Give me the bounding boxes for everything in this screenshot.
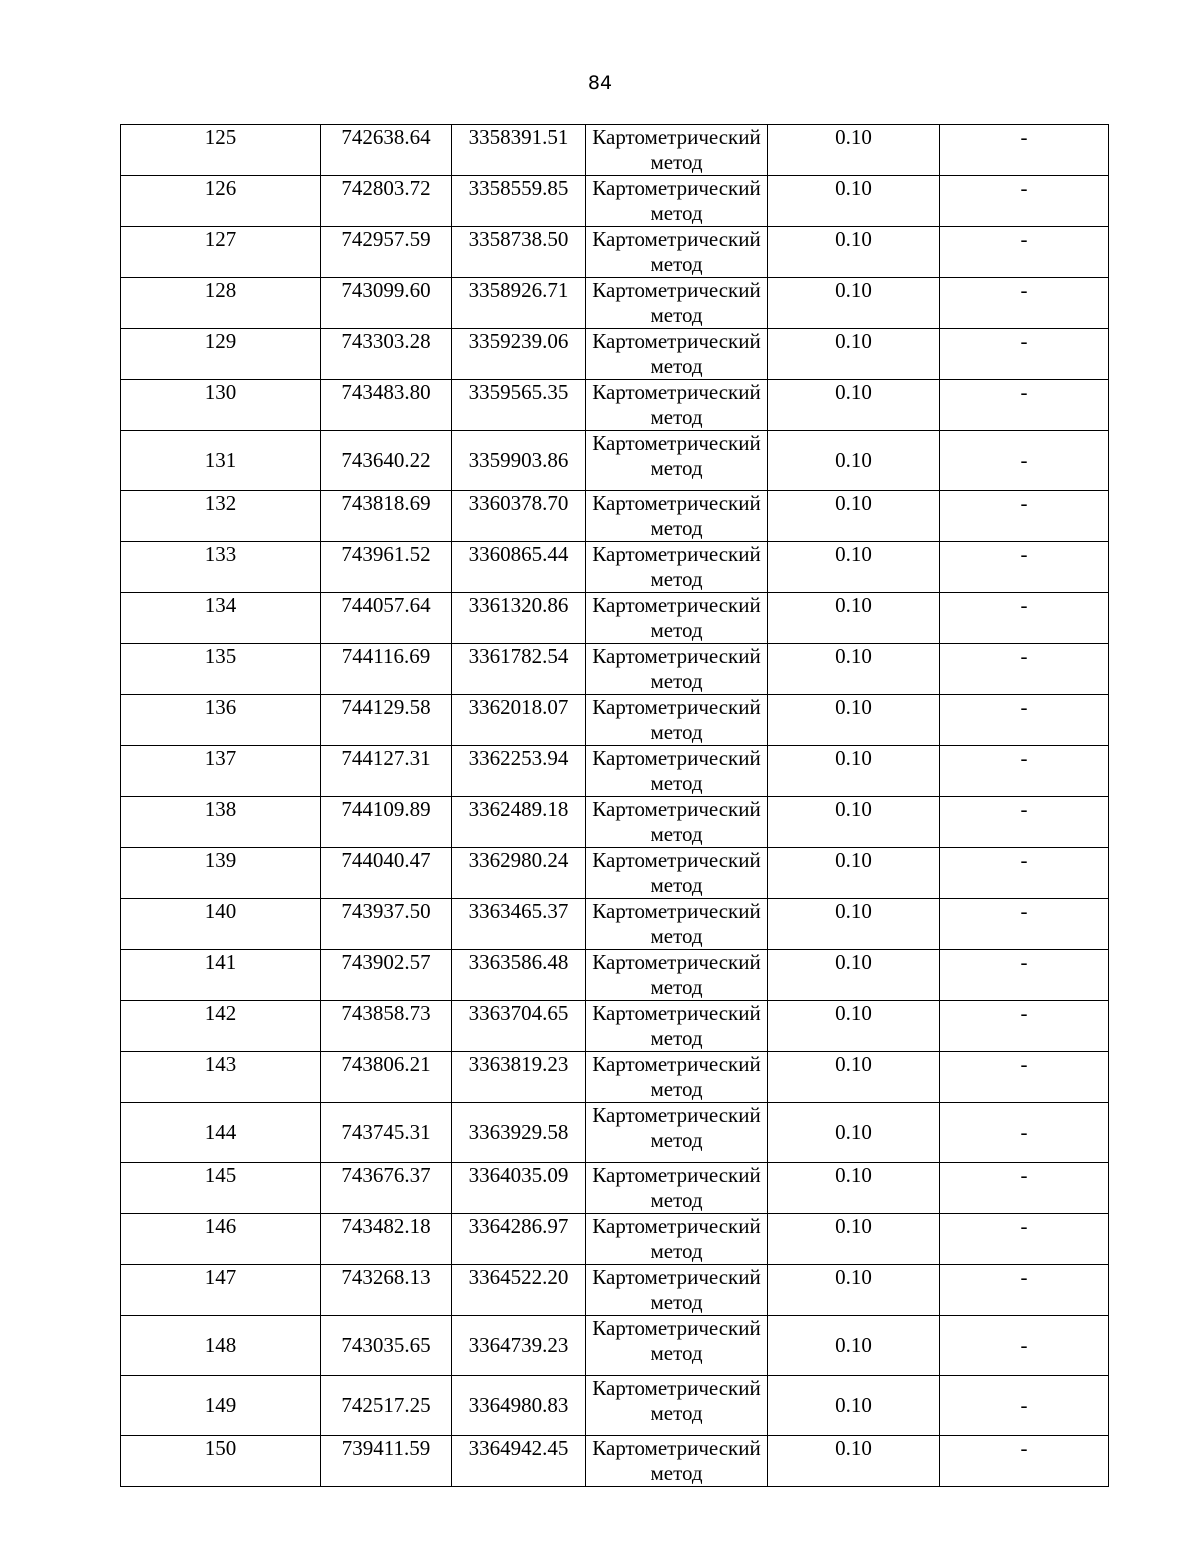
table-row bbox=[121, 176, 1109, 227]
accuracy-cell: 0.10 bbox=[768, 431, 940, 491]
table-row bbox=[121, 1265, 1109, 1316]
method-cell: Картометрический метод bbox=[586, 380, 768, 431]
table-row bbox=[121, 593, 1109, 644]
method-cell: Картометрический метод bbox=[586, 1052, 768, 1103]
y-coordinate-cell: 3364980.83 bbox=[452, 1376, 586, 1436]
table-row bbox=[121, 227, 1109, 278]
y-coordinate-cell: 3364522.20 bbox=[452, 1265, 586, 1316]
x-coordinate-cell: 742803.72 bbox=[321, 176, 452, 227]
x-coordinate-cell: 742957.59 bbox=[321, 227, 452, 278]
method-cell: Картометрический метод bbox=[586, 1376, 768, 1436]
y-coordinate-cell: 3363704.65 bbox=[452, 1001, 586, 1052]
table-row bbox=[121, 1163, 1109, 1214]
accuracy-cell: 0.10 bbox=[768, 899, 940, 950]
method-cell: Картометрический метод bbox=[586, 746, 768, 797]
note-cell: - bbox=[940, 746, 1109, 797]
x-coordinate-cell: 743099.60 bbox=[321, 278, 452, 329]
note-cell: - bbox=[940, 695, 1109, 746]
method-cell: Картометрический метод bbox=[586, 491, 768, 542]
point-number-cell: 141 bbox=[121, 950, 321, 1001]
accuracy-cell: 0.10 bbox=[768, 1316, 940, 1376]
note-cell: - bbox=[940, 797, 1109, 848]
method-cell: Картометрический метод bbox=[586, 695, 768, 746]
accuracy-cell: 0.10 bbox=[768, 1376, 940, 1436]
method-cell: Картометрический метод bbox=[586, 329, 768, 380]
note-cell: - bbox=[940, 1436, 1109, 1487]
accuracy-cell: 0.10 bbox=[768, 1436, 940, 1487]
y-coordinate-cell: 3360865.44 bbox=[452, 542, 586, 593]
table-body bbox=[121, 125, 1109, 1487]
note-cell: - bbox=[940, 1376, 1109, 1436]
table-row bbox=[121, 1436, 1109, 1487]
method-cell: Картометрический метод bbox=[586, 125, 768, 176]
accuracy-cell: 0.10 bbox=[768, 1163, 940, 1214]
method-cell: Картометрический метод bbox=[586, 1001, 768, 1052]
accuracy-cell: 0.10 bbox=[768, 848, 940, 899]
table-row bbox=[121, 644, 1109, 695]
method-cell: Картометрический метод bbox=[586, 1214, 768, 1265]
x-coordinate-cell: 739411.59 bbox=[321, 1436, 452, 1487]
point-number-cell: 140 bbox=[121, 899, 321, 950]
point-number-cell: 127 bbox=[121, 227, 321, 278]
accuracy-cell: 0.10 bbox=[768, 746, 940, 797]
y-coordinate-cell: 3362018.07 bbox=[452, 695, 586, 746]
point-number-cell: 144 bbox=[121, 1103, 321, 1163]
method-cell: Картометрический метод bbox=[586, 899, 768, 950]
note-cell: - bbox=[940, 1163, 1109, 1214]
table-row bbox=[121, 1001, 1109, 1052]
method-cell: Картометрический метод bbox=[586, 278, 768, 329]
table-row bbox=[121, 1214, 1109, 1265]
note-cell: - bbox=[940, 644, 1109, 695]
note-cell: - bbox=[940, 431, 1109, 491]
accuracy-cell: 0.10 bbox=[768, 797, 940, 848]
x-coordinate-cell: 743745.31 bbox=[321, 1103, 452, 1163]
x-coordinate-cell: 744057.64 bbox=[321, 593, 452, 644]
x-coordinate-cell: 743818.69 bbox=[321, 491, 452, 542]
note-cell: - bbox=[940, 542, 1109, 593]
x-coordinate-cell: 743806.21 bbox=[321, 1052, 452, 1103]
coordinates-table bbox=[120, 124, 1109, 1487]
y-coordinate-cell: 3358926.71 bbox=[452, 278, 586, 329]
table-row bbox=[121, 380, 1109, 431]
point-number-cell: 143 bbox=[121, 1052, 321, 1103]
x-coordinate-cell: 742517.25 bbox=[321, 1376, 452, 1436]
y-coordinate-cell: 3361782.54 bbox=[452, 644, 586, 695]
x-coordinate-cell: 744116.69 bbox=[321, 644, 452, 695]
y-coordinate-cell: 3364942.45 bbox=[452, 1436, 586, 1487]
table-row bbox=[121, 797, 1109, 848]
point-number-cell: 146 bbox=[121, 1214, 321, 1265]
method-cell: Картометрический метод bbox=[586, 950, 768, 1001]
table-row bbox=[121, 1376, 1109, 1436]
point-number-cell: 133 bbox=[121, 542, 321, 593]
y-coordinate-cell: 3363929.58 bbox=[452, 1103, 586, 1163]
table-row bbox=[121, 542, 1109, 593]
accuracy-cell: 0.10 bbox=[768, 380, 940, 431]
note-cell: - bbox=[940, 491, 1109, 542]
x-coordinate-cell: 743640.22 bbox=[321, 431, 452, 491]
y-coordinate-cell: 3364035.09 bbox=[452, 1163, 586, 1214]
y-coordinate-cell: 3364739.23 bbox=[452, 1316, 586, 1376]
method-cell: Картометрический метод bbox=[586, 1316, 768, 1376]
note-cell: - bbox=[940, 1316, 1109, 1376]
note-cell: - bbox=[940, 1052, 1109, 1103]
table-row bbox=[121, 1316, 1109, 1376]
accuracy-cell: 0.10 bbox=[768, 125, 940, 176]
method-cell: Картометрический метод bbox=[586, 1103, 768, 1163]
page-number: 84 bbox=[587, 72, 613, 94]
method-cell: Картометрический метод bbox=[586, 1265, 768, 1316]
point-number-cell: 126 bbox=[121, 176, 321, 227]
point-number-cell: 130 bbox=[121, 380, 321, 431]
y-coordinate-cell: 3361320.86 bbox=[452, 593, 586, 644]
point-number-cell: 128 bbox=[121, 278, 321, 329]
x-coordinate-cell: 743482.18 bbox=[321, 1214, 452, 1265]
x-coordinate-cell: 743268.13 bbox=[321, 1265, 452, 1316]
note-cell: - bbox=[940, 1001, 1109, 1052]
method-cell: Картометрический метод bbox=[586, 1163, 768, 1214]
method-cell: Картометрический метод bbox=[586, 644, 768, 695]
point-number-cell: 135 bbox=[121, 644, 321, 695]
accuracy-cell: 0.10 bbox=[768, 176, 940, 227]
note-cell: - bbox=[940, 380, 1109, 431]
method-cell: Картометрический метод bbox=[586, 848, 768, 899]
accuracy-cell: 0.10 bbox=[768, 644, 940, 695]
y-coordinate-cell: 3362980.24 bbox=[452, 848, 586, 899]
note-cell: - bbox=[940, 1214, 1109, 1265]
x-coordinate-cell: 744109.89 bbox=[321, 797, 452, 848]
y-coordinate-cell: 3358391.51 bbox=[452, 125, 586, 176]
table-row bbox=[121, 431, 1109, 491]
y-coordinate-cell: 3363586.48 bbox=[452, 950, 586, 1001]
y-coordinate-cell: 3358738.50 bbox=[452, 227, 586, 278]
accuracy-cell: 0.10 bbox=[768, 1214, 940, 1265]
y-coordinate-cell: 3363465.37 bbox=[452, 899, 586, 950]
note-cell: - bbox=[940, 899, 1109, 950]
accuracy-cell: 0.10 bbox=[768, 1052, 940, 1103]
accuracy-cell: 0.10 bbox=[768, 593, 940, 644]
point-number-cell: 138 bbox=[121, 797, 321, 848]
table-row bbox=[121, 899, 1109, 950]
point-number-cell: 150 bbox=[121, 1436, 321, 1487]
note-cell: - bbox=[940, 848, 1109, 899]
note-cell: - bbox=[940, 329, 1109, 380]
x-coordinate-cell: 742638.64 bbox=[321, 125, 452, 176]
x-coordinate-cell: 743035.65 bbox=[321, 1316, 452, 1376]
point-number-cell: 139 bbox=[121, 848, 321, 899]
point-number-cell: 132 bbox=[121, 491, 321, 542]
method-cell: Картометрический метод bbox=[586, 542, 768, 593]
note-cell: - bbox=[940, 227, 1109, 278]
x-coordinate-cell: 743483.80 bbox=[321, 380, 452, 431]
accuracy-cell: 0.10 bbox=[768, 491, 940, 542]
y-coordinate-cell: 3359903.86 bbox=[452, 431, 586, 491]
accuracy-cell: 0.10 bbox=[768, 1001, 940, 1052]
table-row bbox=[121, 125, 1109, 176]
accuracy-cell: 0.10 bbox=[768, 950, 940, 1001]
accuracy-cell: 0.10 bbox=[768, 1265, 940, 1316]
note-cell: - bbox=[940, 1103, 1109, 1163]
table-row bbox=[121, 491, 1109, 542]
y-coordinate-cell: 3362489.18 bbox=[452, 797, 586, 848]
x-coordinate-cell: 743961.52 bbox=[321, 542, 452, 593]
y-coordinate-cell: 3362253.94 bbox=[452, 746, 586, 797]
point-number-cell: 125 bbox=[121, 125, 321, 176]
point-number-cell: 134 bbox=[121, 593, 321, 644]
x-coordinate-cell: 743937.50 bbox=[321, 899, 452, 950]
accuracy-cell: 0.10 bbox=[768, 1103, 940, 1163]
x-coordinate-cell: 743676.37 bbox=[321, 1163, 452, 1214]
point-number-cell: 136 bbox=[121, 695, 321, 746]
accuracy-cell: 0.10 bbox=[768, 695, 940, 746]
table-row bbox=[121, 848, 1109, 899]
note-cell: - bbox=[940, 278, 1109, 329]
x-coordinate-cell: 743303.28 bbox=[321, 329, 452, 380]
method-cell: Картометрический метод bbox=[586, 593, 768, 644]
table-row bbox=[121, 278, 1109, 329]
accuracy-cell: 0.10 bbox=[768, 227, 940, 278]
x-coordinate-cell: 744040.47 bbox=[321, 848, 452, 899]
point-number-cell: 131 bbox=[121, 431, 321, 491]
method-cell: Картометрический метод bbox=[586, 227, 768, 278]
point-number-cell: 129 bbox=[121, 329, 321, 380]
table-row bbox=[121, 1103, 1109, 1163]
table-row bbox=[121, 746, 1109, 797]
note-cell: - bbox=[940, 125, 1109, 176]
point-number-cell: 145 bbox=[121, 1163, 321, 1214]
method-cell: Картометрический метод bbox=[586, 176, 768, 227]
accuracy-cell: 0.10 bbox=[768, 329, 940, 380]
point-number-cell: 148 bbox=[121, 1316, 321, 1376]
note-cell: - bbox=[940, 593, 1109, 644]
point-number-cell: 147 bbox=[121, 1265, 321, 1316]
table-row bbox=[121, 950, 1109, 1001]
y-coordinate-cell: 3363819.23 bbox=[452, 1052, 586, 1103]
accuracy-cell: 0.10 bbox=[768, 542, 940, 593]
note-cell: - bbox=[940, 176, 1109, 227]
point-number-cell: 149 bbox=[121, 1376, 321, 1436]
method-cell: Картометрический метод bbox=[586, 797, 768, 848]
method-cell: Картометрический метод bbox=[586, 1436, 768, 1487]
x-coordinate-cell: 743858.73 bbox=[321, 1001, 452, 1052]
note-cell: - bbox=[940, 950, 1109, 1001]
table-row bbox=[121, 1052, 1109, 1103]
y-coordinate-cell: 3359239.06 bbox=[452, 329, 586, 380]
table-row bbox=[121, 329, 1109, 380]
y-coordinate-cell: 3364286.97 bbox=[452, 1214, 586, 1265]
table-row bbox=[121, 695, 1109, 746]
y-coordinate-cell: 3359565.35 bbox=[452, 380, 586, 431]
x-coordinate-cell: 744127.31 bbox=[321, 746, 452, 797]
y-coordinate-cell: 3358559.85 bbox=[452, 176, 586, 227]
x-coordinate-cell: 743902.57 bbox=[321, 950, 452, 1001]
y-coordinate-cell: 3360378.70 bbox=[452, 491, 586, 542]
point-number-cell: 142 bbox=[121, 1001, 321, 1052]
point-number-cell: 137 bbox=[121, 746, 321, 797]
x-coordinate-cell: 744129.58 bbox=[321, 695, 452, 746]
method-cell: Картометрический метод bbox=[586, 431, 768, 491]
accuracy-cell: 0.10 bbox=[768, 278, 940, 329]
note-cell: - bbox=[940, 1265, 1109, 1316]
